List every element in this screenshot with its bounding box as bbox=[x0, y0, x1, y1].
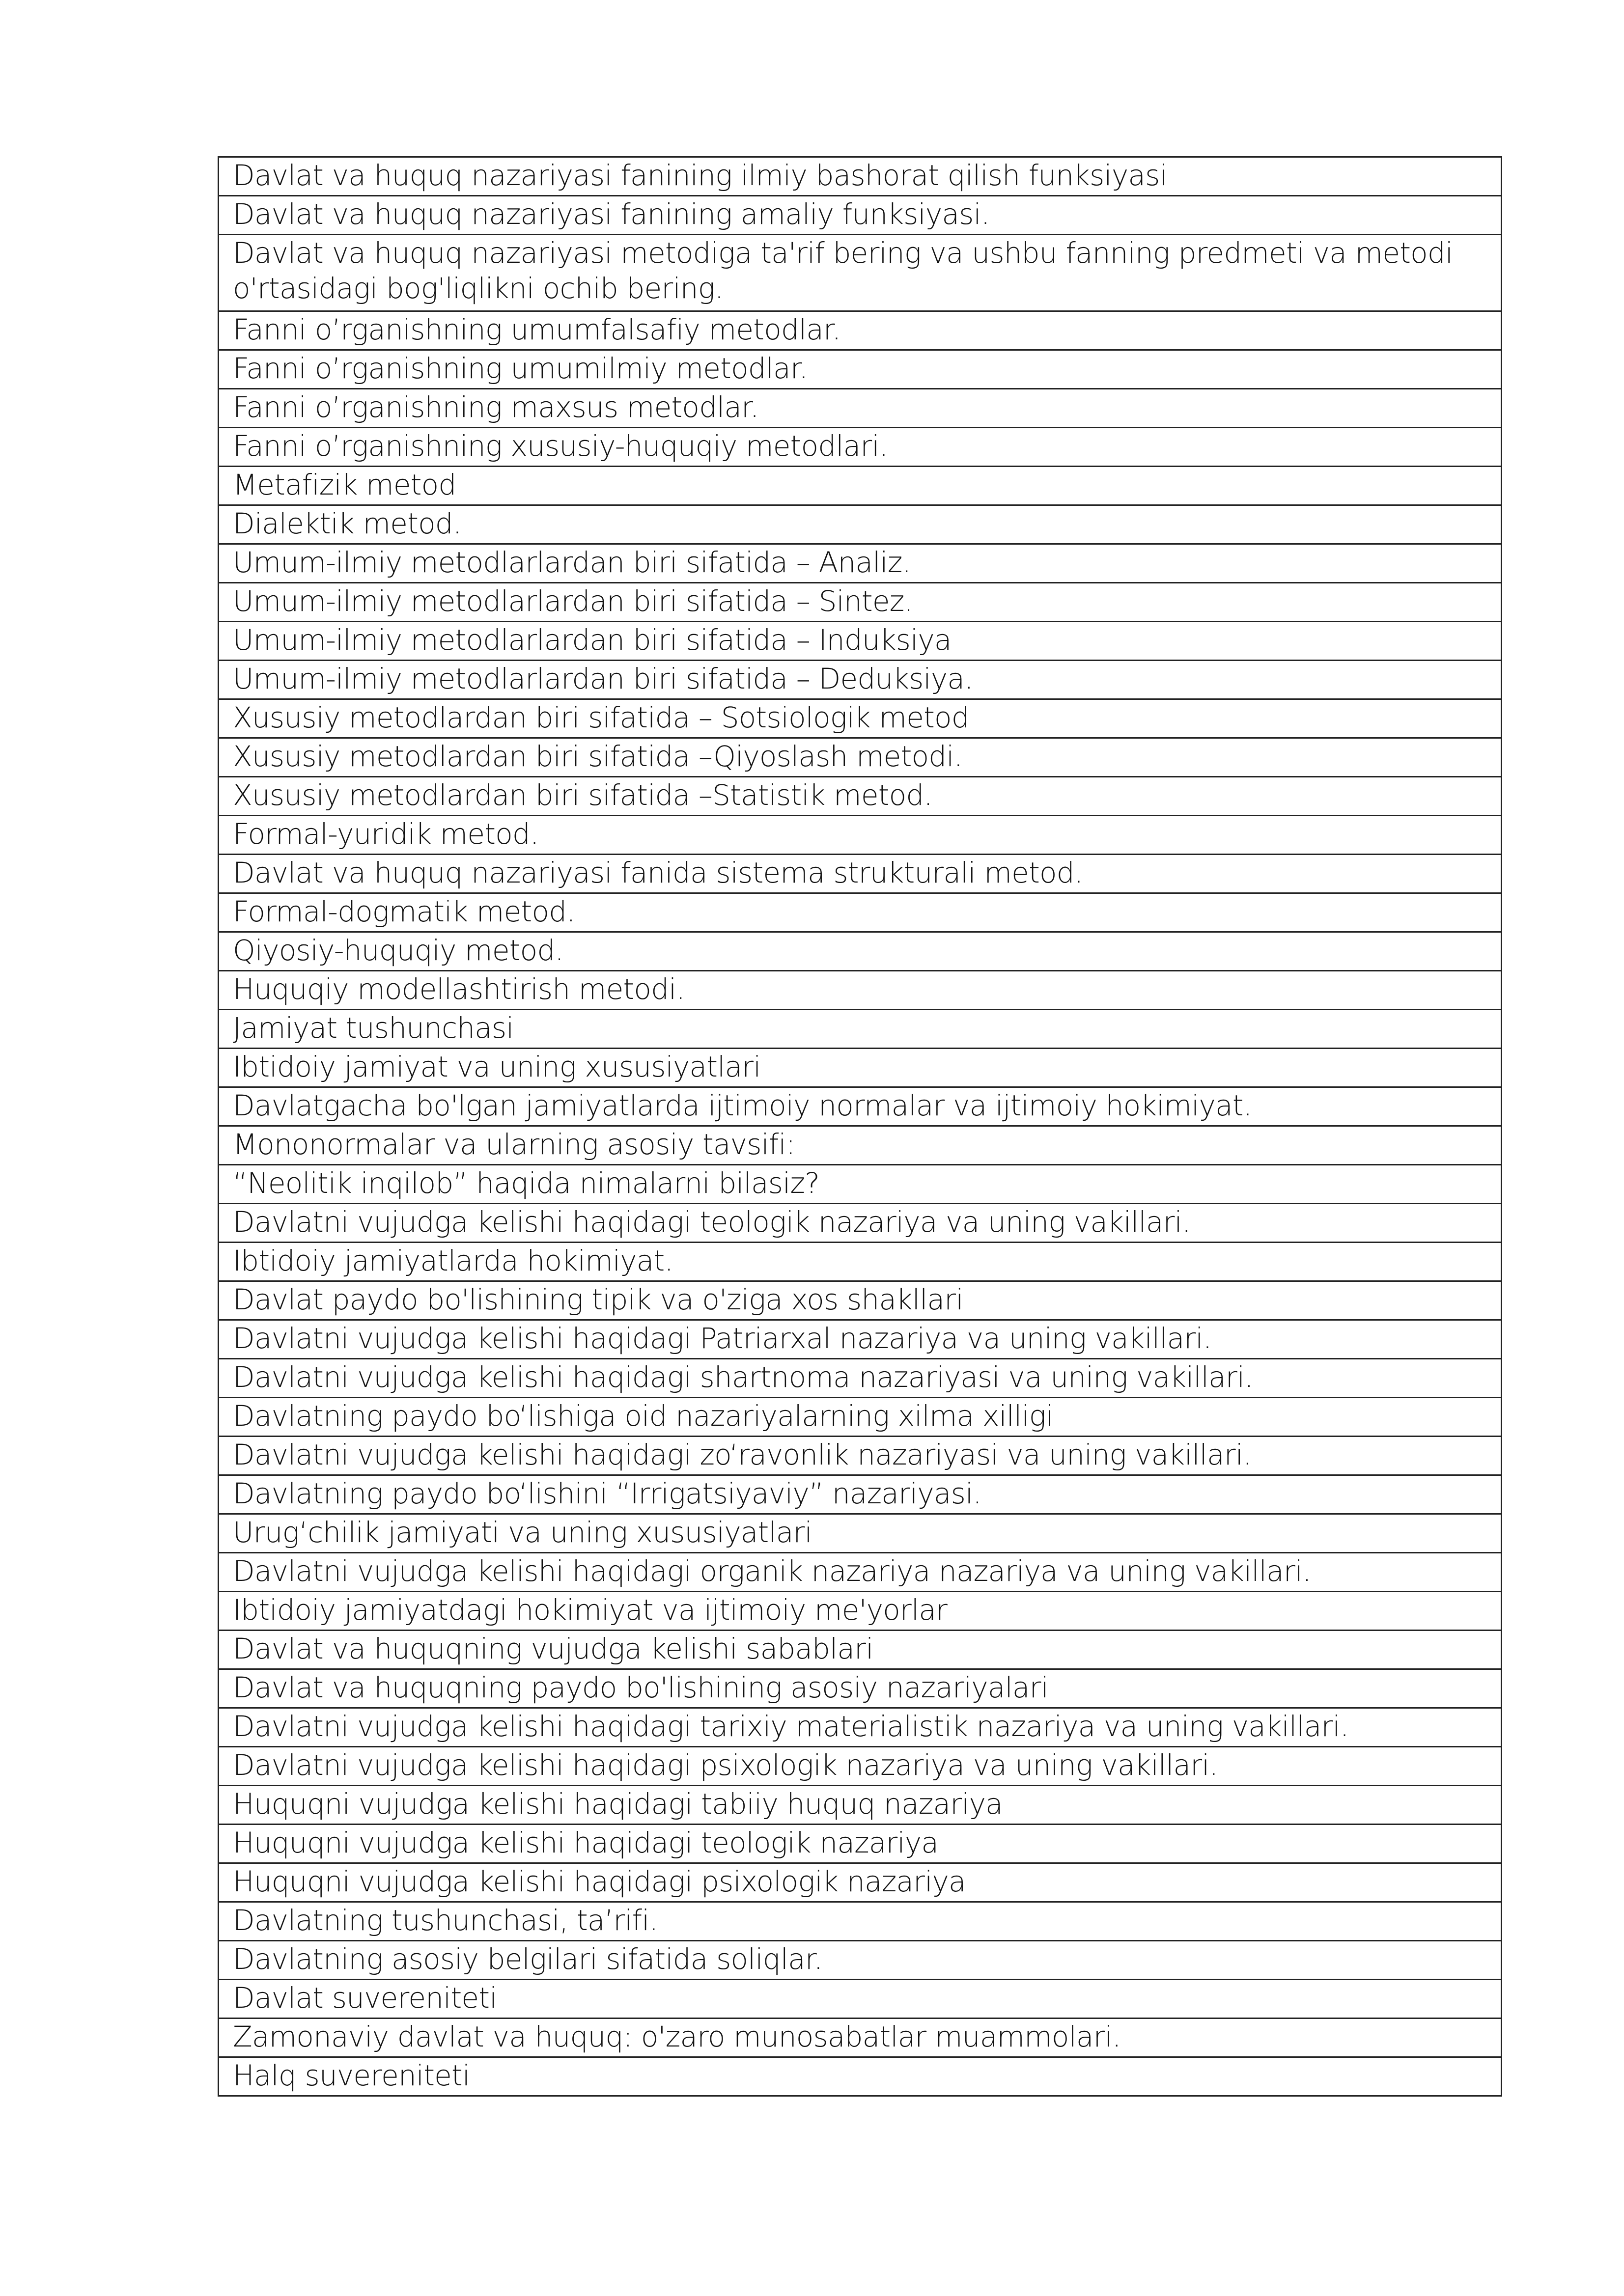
table-row bbox=[219, 1165, 1502, 1204]
topic-cell: Davlat va huquq nazariyasi metodiga ta'rif bering va ushbu fanning predmeti va metodi o'rtasidagi bog'liqlikni ochib bering. bbox=[219, 235, 1502, 311]
table-row bbox=[219, 1863, 1502, 1902]
topic-cell: Formal-yuridik metod. bbox=[219, 816, 1502, 855]
table-row bbox=[219, 1359, 1502, 1398]
table-row bbox=[219, 1592, 1502, 1631]
topic-cell: Davlatni vujudga kelishi haqidagi shartnoma nazariyasi va uning vakillari. bbox=[219, 1359, 1502, 1398]
topic-cell: Fanni o’rganishning xususiy-huquqiy metodlari. bbox=[219, 428, 1502, 467]
table-row bbox=[219, 738, 1502, 777]
table-row bbox=[219, 2019, 1502, 2057]
topic-cell: Davlat va huquq nazariyasi fanida sistema strukturali metod. bbox=[219, 855, 1502, 893]
table-row bbox=[219, 855, 1502, 893]
table-row bbox=[219, 196, 1502, 235]
topic-cell: Davlatning paydo bo‘lishini “Irrigatsiyaviy” nazariyasi. bbox=[219, 1475, 1502, 1514]
table-row bbox=[219, 1437, 1502, 1475]
table-row bbox=[219, 350, 1502, 389]
topic-cell: Umum-ilmiy metodlarlardan biri sifatida – Analiz. bbox=[219, 544, 1502, 583]
table-row bbox=[219, 2057, 1502, 2096]
table-row bbox=[219, 1204, 1502, 1243]
table-row bbox=[219, 583, 1502, 622]
topic-cell: Davlatni vujudga kelishi haqidagi psixologik nazariya va uning vakillari. bbox=[219, 1747, 1502, 1786]
table-row bbox=[219, 1010, 1502, 1049]
table-row bbox=[219, 1514, 1502, 1553]
topics-table bbox=[218, 156, 1502, 2097]
topic-cell: Davlatning tushunchasi, ta’rifi. bbox=[219, 1902, 1502, 1941]
table-row bbox=[219, 1708, 1502, 1747]
table-row bbox=[219, 157, 1502, 196]
topic-cell: Umum-ilmiy metodlarlardan biri sifatida – Induksiya bbox=[219, 622, 1502, 661]
table-row bbox=[219, 777, 1502, 816]
table-row bbox=[219, 428, 1502, 467]
topic-cell: Huquqni vujudga kelishi haqidagi teologik nazariya bbox=[219, 1825, 1502, 1863]
table-row bbox=[219, 699, 1502, 738]
topic-cell: Dialektik metod. bbox=[219, 505, 1502, 544]
table-row bbox=[219, 1669, 1502, 1708]
topic-cell: Huquqni vujudga kelishi haqidagi psixologik nazariya bbox=[219, 1863, 1502, 1902]
table-row bbox=[219, 1320, 1502, 1359]
table-row bbox=[219, 1243, 1502, 1281]
table-row bbox=[219, 1902, 1502, 1941]
topic-cell: Metafizik metod bbox=[219, 467, 1502, 505]
table-row bbox=[219, 1087, 1502, 1126]
topic-cell: Mononormalar va ularning asosiy tavsifi: bbox=[219, 1126, 1502, 1165]
topic-cell: Huquqni vujudga kelishi haqidagi tabiiy huquq nazariya bbox=[219, 1786, 1502, 1825]
topic-cell: Fanni o’rganishning maxsus metodlar. bbox=[219, 389, 1502, 428]
topic-cell: Davlatgacha bo'lgan jamiyatlarda ijtimoiy normalar va ijtimoiy hokimiyat. bbox=[219, 1087, 1502, 1126]
table-row bbox=[219, 893, 1502, 932]
topic-cell: “Neolitik inqilob” haqida nimalarni bilasiz? bbox=[219, 1165, 1502, 1204]
topic-cell: Fanni o’rganishning umumfalsafiy metodlar. bbox=[219, 311, 1502, 350]
topic-cell: Formal-dogmatik metod. bbox=[219, 893, 1502, 932]
topic-cell: Fanni o’rganishning umumilmiy metodlar. bbox=[219, 350, 1502, 389]
table-row bbox=[219, 932, 1502, 971]
table-row bbox=[219, 1980, 1502, 2019]
topic-cell: Ibtidoiy jamiyatlarda hokimiyat. bbox=[219, 1243, 1502, 1281]
table-row bbox=[219, 1825, 1502, 1863]
topic-cell: Huquqiy modellashtirish metodi. bbox=[219, 971, 1502, 1010]
table-row bbox=[219, 1126, 1502, 1165]
table-row bbox=[219, 1786, 1502, 1825]
topic-cell: Urug‘chilik jamiyati va uning xususiyatlari bbox=[219, 1514, 1502, 1553]
table-row bbox=[219, 1475, 1502, 1514]
topic-cell: Davlat va huquqning vujudga kelishi sabablari bbox=[219, 1631, 1502, 1669]
table-row bbox=[219, 1398, 1502, 1437]
table-row bbox=[219, 1941, 1502, 1980]
table-row bbox=[219, 235, 1502, 311]
topics-table-body bbox=[219, 157, 1502, 2096]
topic-cell: Umum-ilmiy metodlarlardan biri sifatida – Deduksiya. bbox=[219, 661, 1502, 699]
topic-cell: Xususiy metodlardan biri sifatida –Statistik metod. bbox=[219, 777, 1502, 816]
topic-cell: Jamiyat tushunchasi bbox=[219, 1010, 1502, 1049]
topic-cell: Davlatning asosiy belgilari sifatida soliqlar. bbox=[219, 1941, 1502, 1980]
topic-cell: Qiyosiy-huquqiy metod. bbox=[219, 932, 1502, 971]
table-row bbox=[219, 505, 1502, 544]
table-row bbox=[219, 1747, 1502, 1786]
topic-cell: Zamonaviy davlat va huquq: o'zaro munosabatlar muammolari. bbox=[219, 2019, 1502, 2057]
topic-cell: Xususiy metodlardan biri sifatida – Sotsiologik metod bbox=[219, 699, 1502, 738]
topic-cell: Davlatni vujudga kelishi haqidagi Patriarxal nazariya va uning vakillari. bbox=[219, 1320, 1502, 1359]
table-row bbox=[219, 1553, 1502, 1592]
topic-cell: Davlat suvereniteti bbox=[219, 1980, 1502, 2019]
table-row bbox=[219, 661, 1502, 699]
topic-cell: Halq suvereniteti bbox=[219, 2057, 1502, 2096]
table-row bbox=[219, 816, 1502, 855]
table-row bbox=[219, 389, 1502, 428]
topic-cell: Ibtidoiy jamiyat va uning xususiyatlari bbox=[219, 1049, 1502, 1087]
topic-cell: Davlatning paydo bo‘lishiga oid nazariyalarning xilma xilligi bbox=[219, 1398, 1502, 1437]
topic-cell: Davlatni vujudga kelishi haqidagi zo‘ravonlik nazariyasi va uning vakillari. bbox=[219, 1437, 1502, 1475]
topic-cell: Davlat va huquq nazariyasi fanining amaliy funksiyasi. bbox=[219, 196, 1502, 235]
table-row bbox=[219, 1281, 1502, 1320]
topic-cell: Ibtidoiy jamiyatdagi hokimiyat va ijtimoiy me'yorlar bbox=[219, 1592, 1502, 1631]
topic-cell: Xususiy metodlardan biri sifatida –Qiyoslash metodi. bbox=[219, 738, 1502, 777]
topic-cell: Davlatni vujudga kelishi haqidagi teologik nazariya va uning vakillari. bbox=[219, 1204, 1502, 1243]
table-row bbox=[219, 1631, 1502, 1669]
table-row bbox=[219, 971, 1502, 1010]
table-row bbox=[219, 544, 1502, 583]
table-row bbox=[219, 622, 1502, 661]
topic-cell: Davlat va huquqning paydo bo'lishining asosiy nazariyalari bbox=[219, 1669, 1502, 1708]
table-row bbox=[219, 311, 1502, 350]
table-row bbox=[219, 467, 1502, 505]
topic-cell: Davlat paydo bo'lishining tipik va o'ziga xos shakllari bbox=[219, 1281, 1502, 1320]
topic-cell: Umum-ilmiy metodlarlardan biri sifatida – Sintez. bbox=[219, 583, 1502, 622]
topic-cell: Davlat va huquq nazariyasi fanining ilmiy bashorat qilish funksiyasi bbox=[219, 157, 1502, 196]
table-row bbox=[219, 1049, 1502, 1087]
topic-cell: Davlatni vujudga kelishi haqidagi tarixiy materialistik nazariya va uning vakillari. bbox=[219, 1708, 1502, 1747]
topic-cell: Davlatni vujudga kelishi haqidagi organik nazariya nazariya va uning vakillari. bbox=[219, 1553, 1502, 1592]
